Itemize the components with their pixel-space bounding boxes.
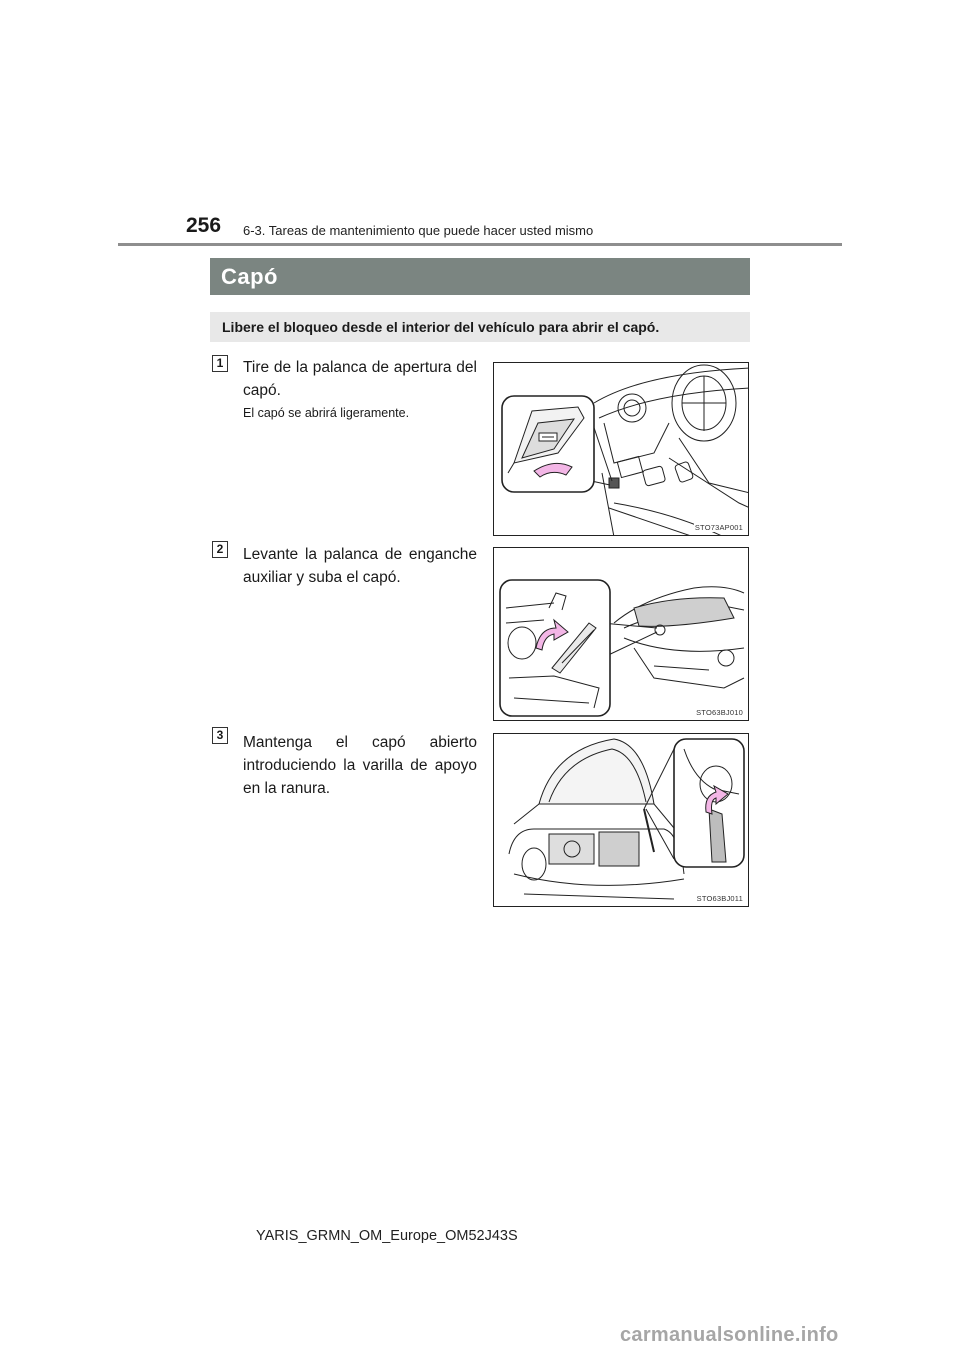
figure-code-1: STO73AP001 (694, 523, 743, 532)
watermark: carmanualsonline.info (620, 1324, 839, 1346)
chapter-header: 6-3. Tareas de mantenimiento que puede hacer usted mismo (243, 223, 594, 238)
step-text-2: Levante la palanca de enganche auxiliar y suba el capó. (243, 546, 477, 586)
step-number-1: 1 (212, 355, 228, 372)
figure-hood-release-lever (493, 362, 749, 536)
figure-code-3: STO63BJ011 (696, 894, 743, 903)
step-text-1: Tire de la palanca de apertura del capó. (243, 359, 477, 399)
section-intro: Libere el bloqueo desde el interior del vehículo para abrir el capó. (210, 312, 750, 342)
header-divider (118, 243, 842, 246)
figure-hood-support-rod (493, 733, 749, 907)
step-number-2: 2 (212, 541, 228, 558)
step-number-3: 3 (212, 727, 228, 744)
auxiliary-catch-illustration (494, 548, 749, 721)
page-number: 256 (186, 214, 222, 237)
footer-model-code: YARIS_GRMN_OM_Europe_OM52J43S (256, 1228, 518, 1244)
hood-release-illustration (494, 363, 749, 536)
step-text-3: Mantenga el capó abierto introduciendo la varilla de apoyo en la ranura. (243, 734, 477, 797)
section-title: Capó (210, 258, 750, 295)
step-note-1: El capó se abrirá ligeramente. (243, 406, 410, 420)
figure-auxiliary-catch-lever (493, 547, 749, 721)
figure-code-2: STO63BJ010 (696, 708, 743, 717)
support-rod-illustration (494, 734, 749, 907)
